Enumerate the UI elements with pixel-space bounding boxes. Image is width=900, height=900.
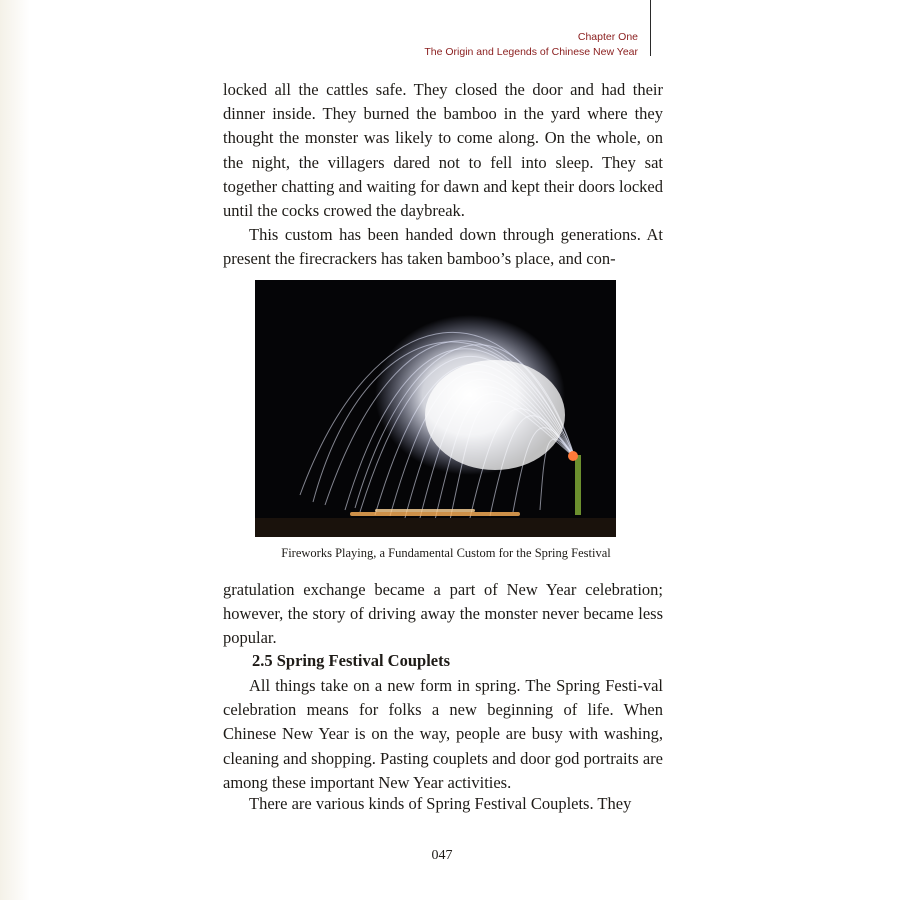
- running-head: [424, 30, 638, 60]
- fireworks-photo: [255, 280, 616, 537]
- fireworks-illustration: [255, 280, 616, 537]
- paragraph-1: locked all the cattles safe. They closed the door and had their dinner inside. They burned the bamboo in the yard where they thought the monster was likely to come along. On the whole, on the night, the villagers dared not to fell into sleep. They sat together chatting and waiting for dawn and kept their doors locked until the cocks crowed the daybreak.: [223, 80, 663, 221]
- running-head-chapter: Chapter One: [577, 31, 638, 43]
- page-number: 047: [431, 848, 453, 863]
- figure-caption: Fireworks Playing, a Fundamental Custom for the Spring Festival: [281, 546, 611, 560]
- header-rule: [650, 0, 651, 56]
- running-head-title: The Origin and Legends of Chinese New Year: [424, 46, 638, 58]
- firework-tube: [575, 455, 581, 515]
- ground-sparks: [350, 509, 520, 516]
- section-heading: 2.5 Spring Festival Couplets: [252, 651, 451, 670]
- paragraph-2: This custom has been handed down through generations. At present the firecrackers has taken bamboo’s place, and con-: [223, 225, 663, 269]
- paragraph-4: All things take on a new form in spring. The Spring Festi-val celebration means for folks a new beginning of life. When Chinese New Year is on the way, people are busy with washing, cleaning and shopping. Pasting couplets and door god portraits are among these important New Year activities.: [223, 676, 663, 792]
- paragraph-3: gratulation exchange became a part of New Year celebration; however, the story of driving away the monster never became less popular.: [223, 580, 663, 648]
- paragraph-5: There are various kinds of Spring Festival Couplets. They: [249, 794, 632, 813]
